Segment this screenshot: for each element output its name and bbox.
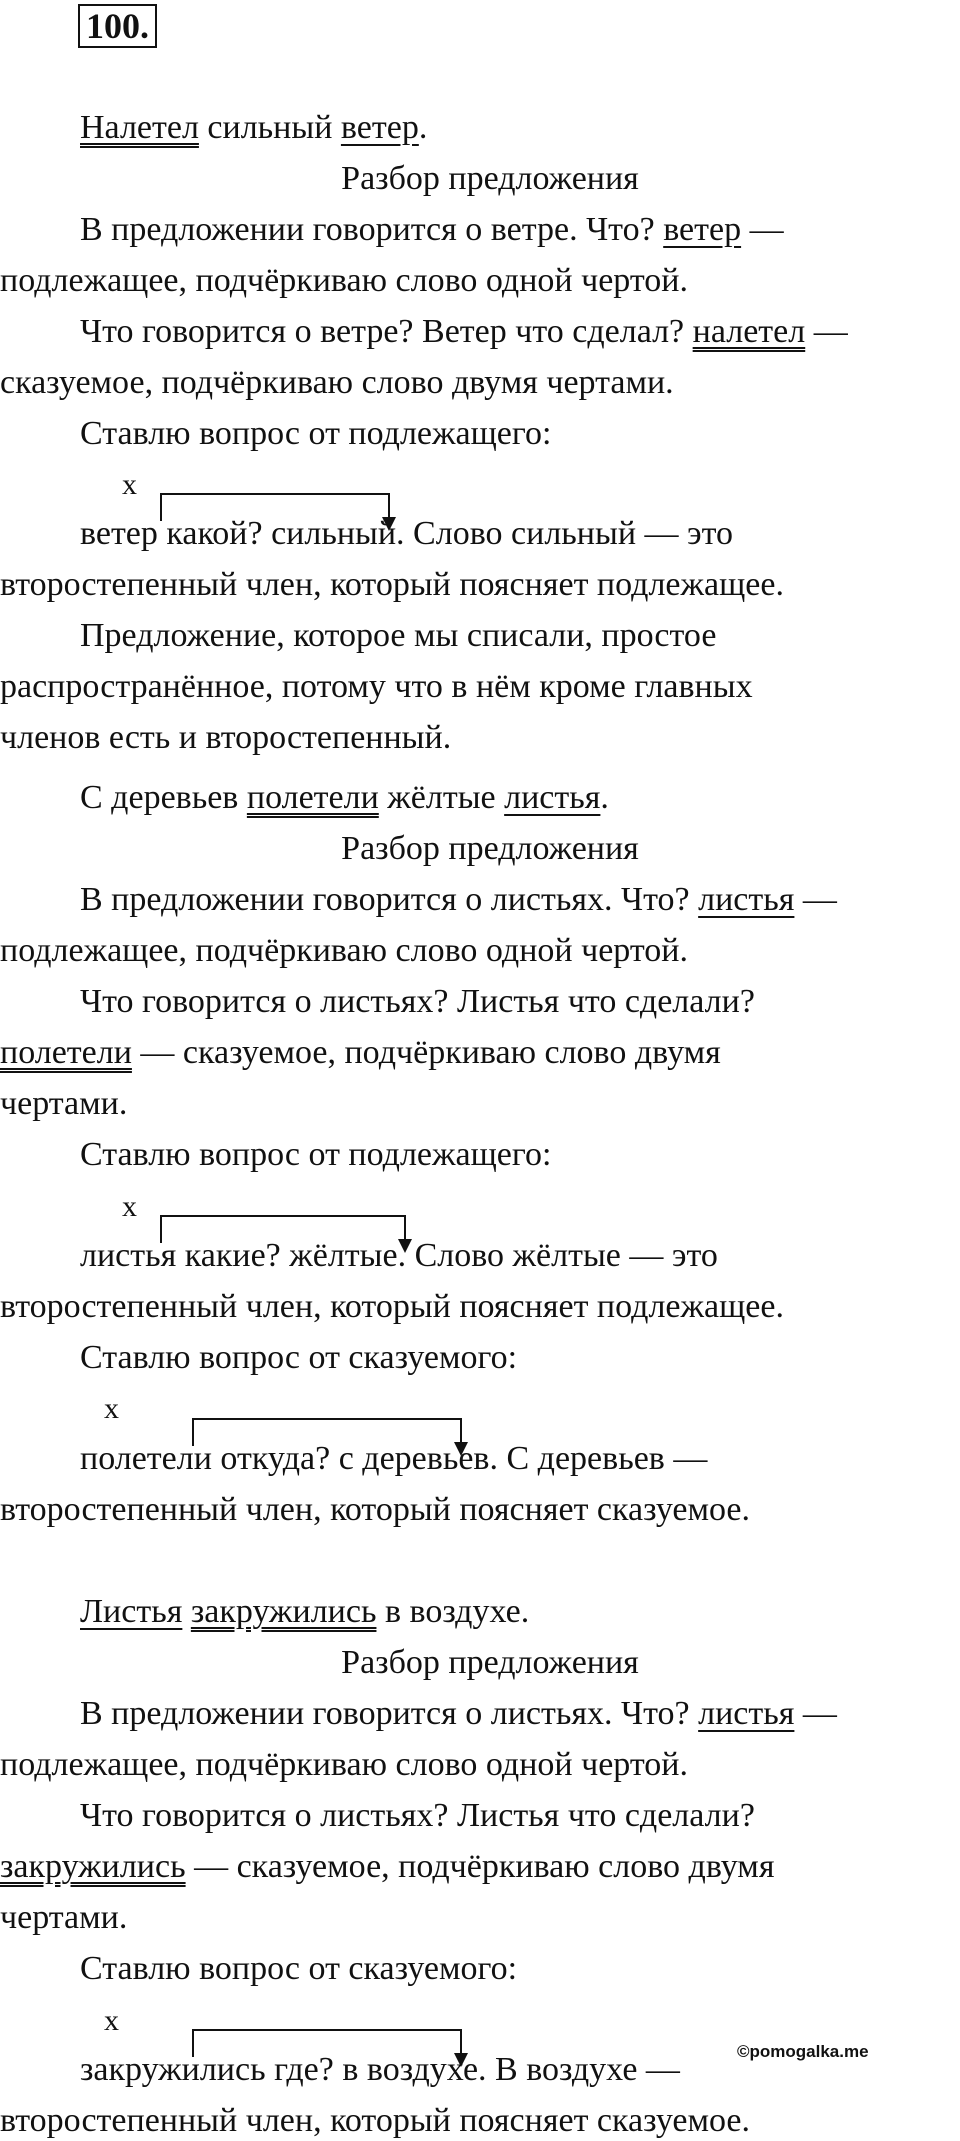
x-mark: х (122, 468, 137, 501)
x-mark: х (104, 2004, 119, 2037)
section-heading: Разбор предложения (341, 830, 639, 867)
sentence-1: Налетел сильный ветер. (80, 109, 428, 146)
paragraph-line: В предложении говорится о листьях. Что? листья — (80, 1695, 837, 1732)
paragraph-line: Что говорится о ветре? Ветер что сделал? налетел — (80, 313, 848, 350)
paragraph-line: Предложение, которое мы списали, простое (80, 617, 717, 654)
paragraph-line: второстепенный член, который поясняет подлежащее. (0, 1288, 784, 1325)
paragraph-line: Что говорится о листьях? Листья что сделали? (80, 1797, 755, 1834)
paragraph-line: В предложении говорится о листьях. Что? листья — (80, 881, 837, 918)
paragraph-line: второстепенный член, который поясняет сказуемое. (0, 1491, 750, 1528)
subject: Листья (80, 1593, 183, 1630)
paragraph-line: подлежащее, подчёркиваю слово одной чертой. (0, 262, 688, 299)
paragraph-line: закружились где? в воздухе. В воздухе — (80, 2051, 680, 2088)
paragraph-line: Что говорится о листьях? Листья что сделали? (80, 983, 755, 1020)
exercise-number (78, 4, 157, 48)
predicate: Налетел (80, 109, 199, 146)
paragraph-line: Ставлю вопрос от подлежащего: (80, 415, 552, 452)
section-heading: Разбор предложения (341, 1644, 639, 1681)
paragraph-line: В предложении говорится о ветре. Что? ветер — (80, 211, 784, 248)
sentence-3: Листья закружились в воздухе. (80, 1593, 530, 1630)
subject: листья (504, 779, 601, 816)
paragraph-line: второстепенный член, который поясняет подлежащее. (0, 566, 784, 603)
paragraph-line: полетели откуда? с деревьев. С деревьев — (80, 1440, 708, 1477)
predicate: закружились (190, 1593, 377, 1630)
paragraph-line: сказуемое, подчёркиваю слово двумя чертами. (0, 364, 674, 401)
exercise-number-box: 100. (78, 4, 157, 48)
paragraph-line: подлежащее, подчёркиваю слово одной чертой. (0, 932, 688, 969)
paragraph-line: чертами. (0, 1085, 128, 1122)
predicate: полетели (246, 779, 379, 816)
section-heading: Разбор предложения (341, 160, 639, 197)
paragraph-line: Ставлю вопрос от сказуемого: (80, 1950, 518, 1987)
paragraph-line: второстепенный член, который поясняет сказуемое. (0, 2102, 750, 2139)
x-mark: х (122, 1190, 137, 1223)
paragraph-line: распространённое, потому что в нём кроме главных (0, 668, 753, 705)
watermark: ©pomogalka.me (737, 2042, 869, 2061)
x-mark: х (104, 1392, 119, 1425)
sentence-2: С деревьев полетели жёлтые листья. (80, 779, 609, 816)
paragraph-line: членов есть и второстепенный. (0, 719, 452, 756)
paragraph-line: ветер какой? сильный. Слово сильный — это (80, 515, 734, 552)
paragraph-line: листья какие? жёлтые. Слово жёлтые — это (80, 1237, 718, 1274)
subject: ветер (340, 109, 419, 146)
paragraph-line: подлежащее, подчёркиваю слово одной чертой. (0, 1746, 688, 1783)
paragraph-line: Ставлю вопрос от сказуемого: (80, 1339, 518, 1376)
paragraph-line: закружились — сказуемое, подчёркиваю слово двумя (0, 1848, 775, 1885)
paragraph-line: чертами. (0, 1899, 128, 1936)
paragraph-line: полетели — сказуемое, подчёркиваю слово двумя (0, 1034, 721, 1071)
paragraph-line: Ставлю вопрос от подлежащего: (80, 1136, 552, 1173)
